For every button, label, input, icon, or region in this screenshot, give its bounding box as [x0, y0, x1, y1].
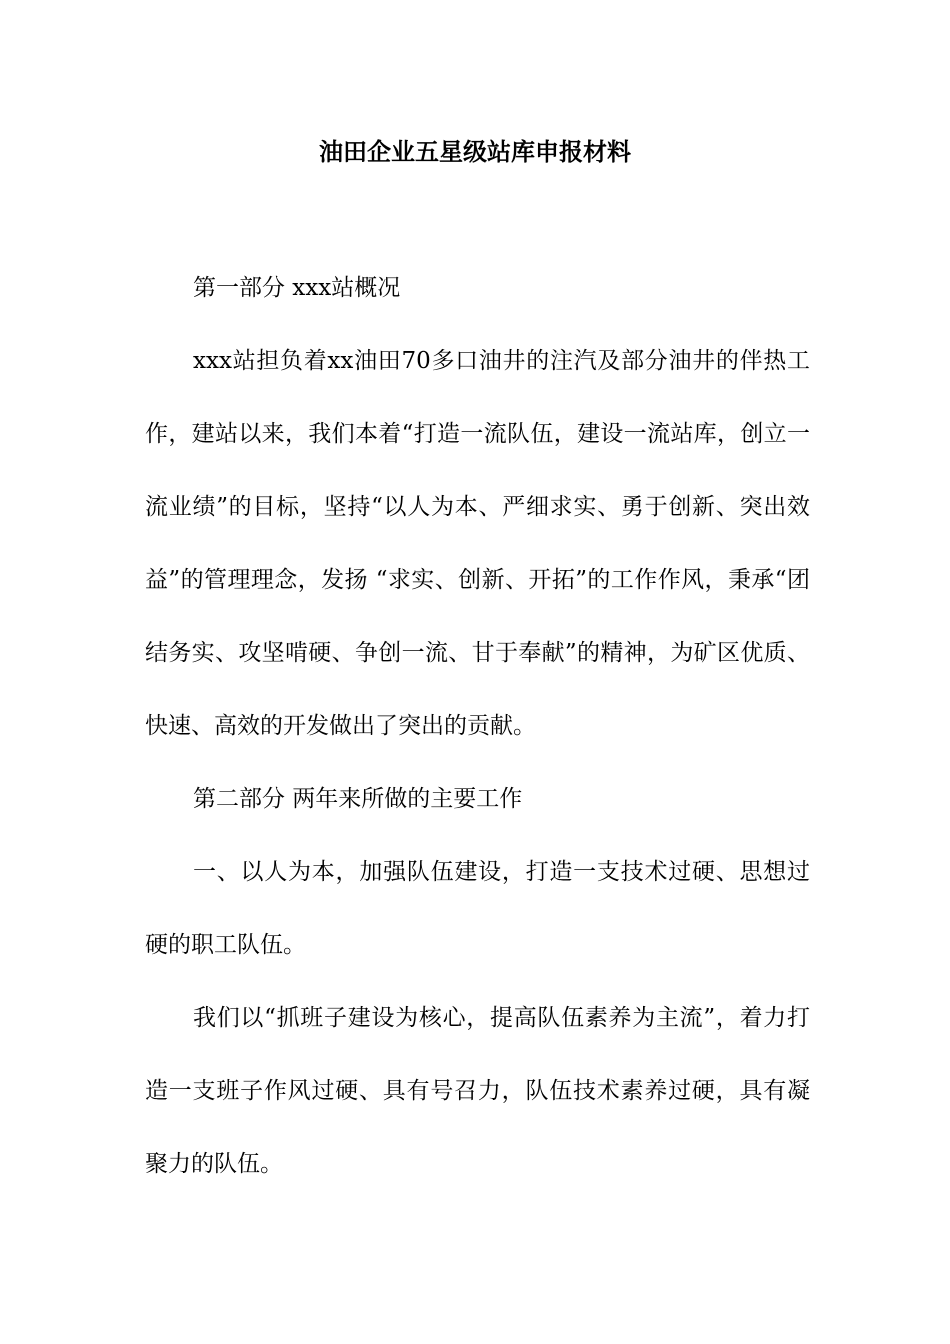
- paragraph-team-building: 我们以“抓班子建设为核心，提高队伍素养为主流”，着力打造一支班子作风过硬、具有号召力，队伍技术素养过硬，具有凝聚力的队伍。: [145, 1005, 810, 1177]
- paragraph-team-building-heading: 一、以人为本，加强队伍建设，打造一支技术过硬、思想过硬的职工队伍。: [145, 859, 810, 958]
- section-heading-main-work: 第二部分 两年来所做的主要工作: [193, 786, 523, 812]
- document-body: [145, 252, 810, 1201]
- section-heading-overview: 第一部分 xxx站概况: [193, 275, 401, 301]
- document-title: 油田企业五星级站库申报材料: [319, 137, 631, 166]
- paragraph-station-overview: xxx站担负着xx油田70多口油井的注汽及部分油井的伴热工作，建站以来，我们本着“打造一流队伍，建设一流站库，创立一流业绩”的目标，坚持“以人为本、严细求实、勇于创新、突出效益”的管理理念，发扬 “求实、创新、开拓”的工作作风，秉承“团结务实、攻坚啃硬、争创一流、甘于奉献”的精神，为矿区优质、快速、高效的开发做出了突出的贡献。: [145, 348, 810, 739]
